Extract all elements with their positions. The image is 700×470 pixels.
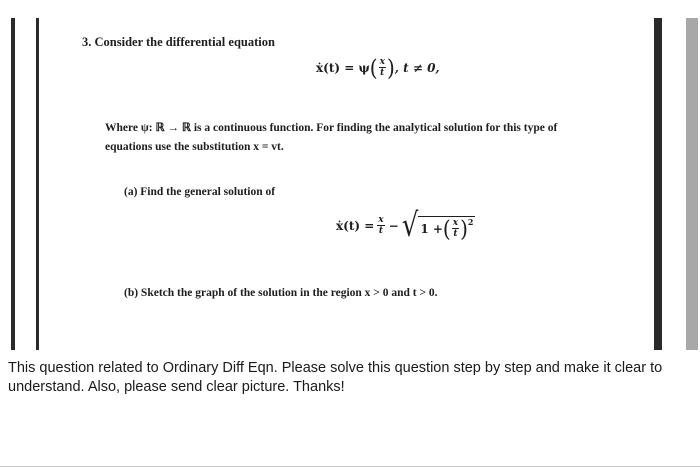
open-paren: ( <box>369 54 378 82</box>
close-paren: ) <box>386 54 395 82</box>
paragraph-line-1: Where ψ: ℝ → ℝ is a continuous function. For finding the analytical solution for this type of <box>105 122 558 134</box>
eq1-fraction <box>379 58 386 78</box>
open-paren-2: ( <box>442 215 451 243</box>
eq2-fraction-2 <box>452 219 459 239</box>
differential-equation <box>316 54 440 82</box>
part-b-text: (b) Sketch the graph of the solution in the region x > 0 and t > 0. <box>124 287 438 299</box>
sqrt-expression <box>401 206 476 245</box>
footer-note: This question related to Ordinary Diff Eqn. Please solve this question step by step and make it clear to understand. Also, please send clear picture. Thanks! <box>8 360 663 395</box>
eq2-one-plus: 1 + <box>420 222 443 236</box>
eq1-lhs: ẋ(t) = ψ <box>316 61 370 75</box>
question-heading: 3. Consider the differential equation <box>82 35 275 49</box>
eq2-minus: − <box>388 218 399 233</box>
close-paren-2: ) <box>460 215 468 243</box>
eq2-frac-num: x <box>378 214 384 225</box>
bottom-divider <box>0 466 700 467</box>
sqrt-sign: √ <box>401 206 419 245</box>
eq2-exponent: 2 <box>467 217 474 227</box>
part-a-text: (a) Find the general solution of <box>124 186 276 198</box>
eq2-lhs: ẋ(t) = <box>336 218 375 233</box>
eq2-frac2-den: t <box>453 229 458 239</box>
eq1-tail: , t ≠ 0, <box>394 61 440 75</box>
left-border-bar <box>11 18 15 350</box>
eq2-frac2-num: x <box>452 218 459 228</box>
eq2-frac-den: t <box>378 225 384 236</box>
part-a-equation <box>336 206 475 245</box>
eq1-frac-den: t <box>380 68 385 78</box>
paragraph-line-2: equations use the substitution x = vt. <box>105 141 284 153</box>
right-border-bar <box>654 18 662 350</box>
left-inner-border-bar <box>36 18 39 350</box>
eq1-frac-num: x <box>379 57 385 67</box>
right-edge-gray-bar <box>686 18 698 350</box>
sqrt-body <box>418 215 475 243</box>
eq2-fraction <box>377 216 384 236</box>
